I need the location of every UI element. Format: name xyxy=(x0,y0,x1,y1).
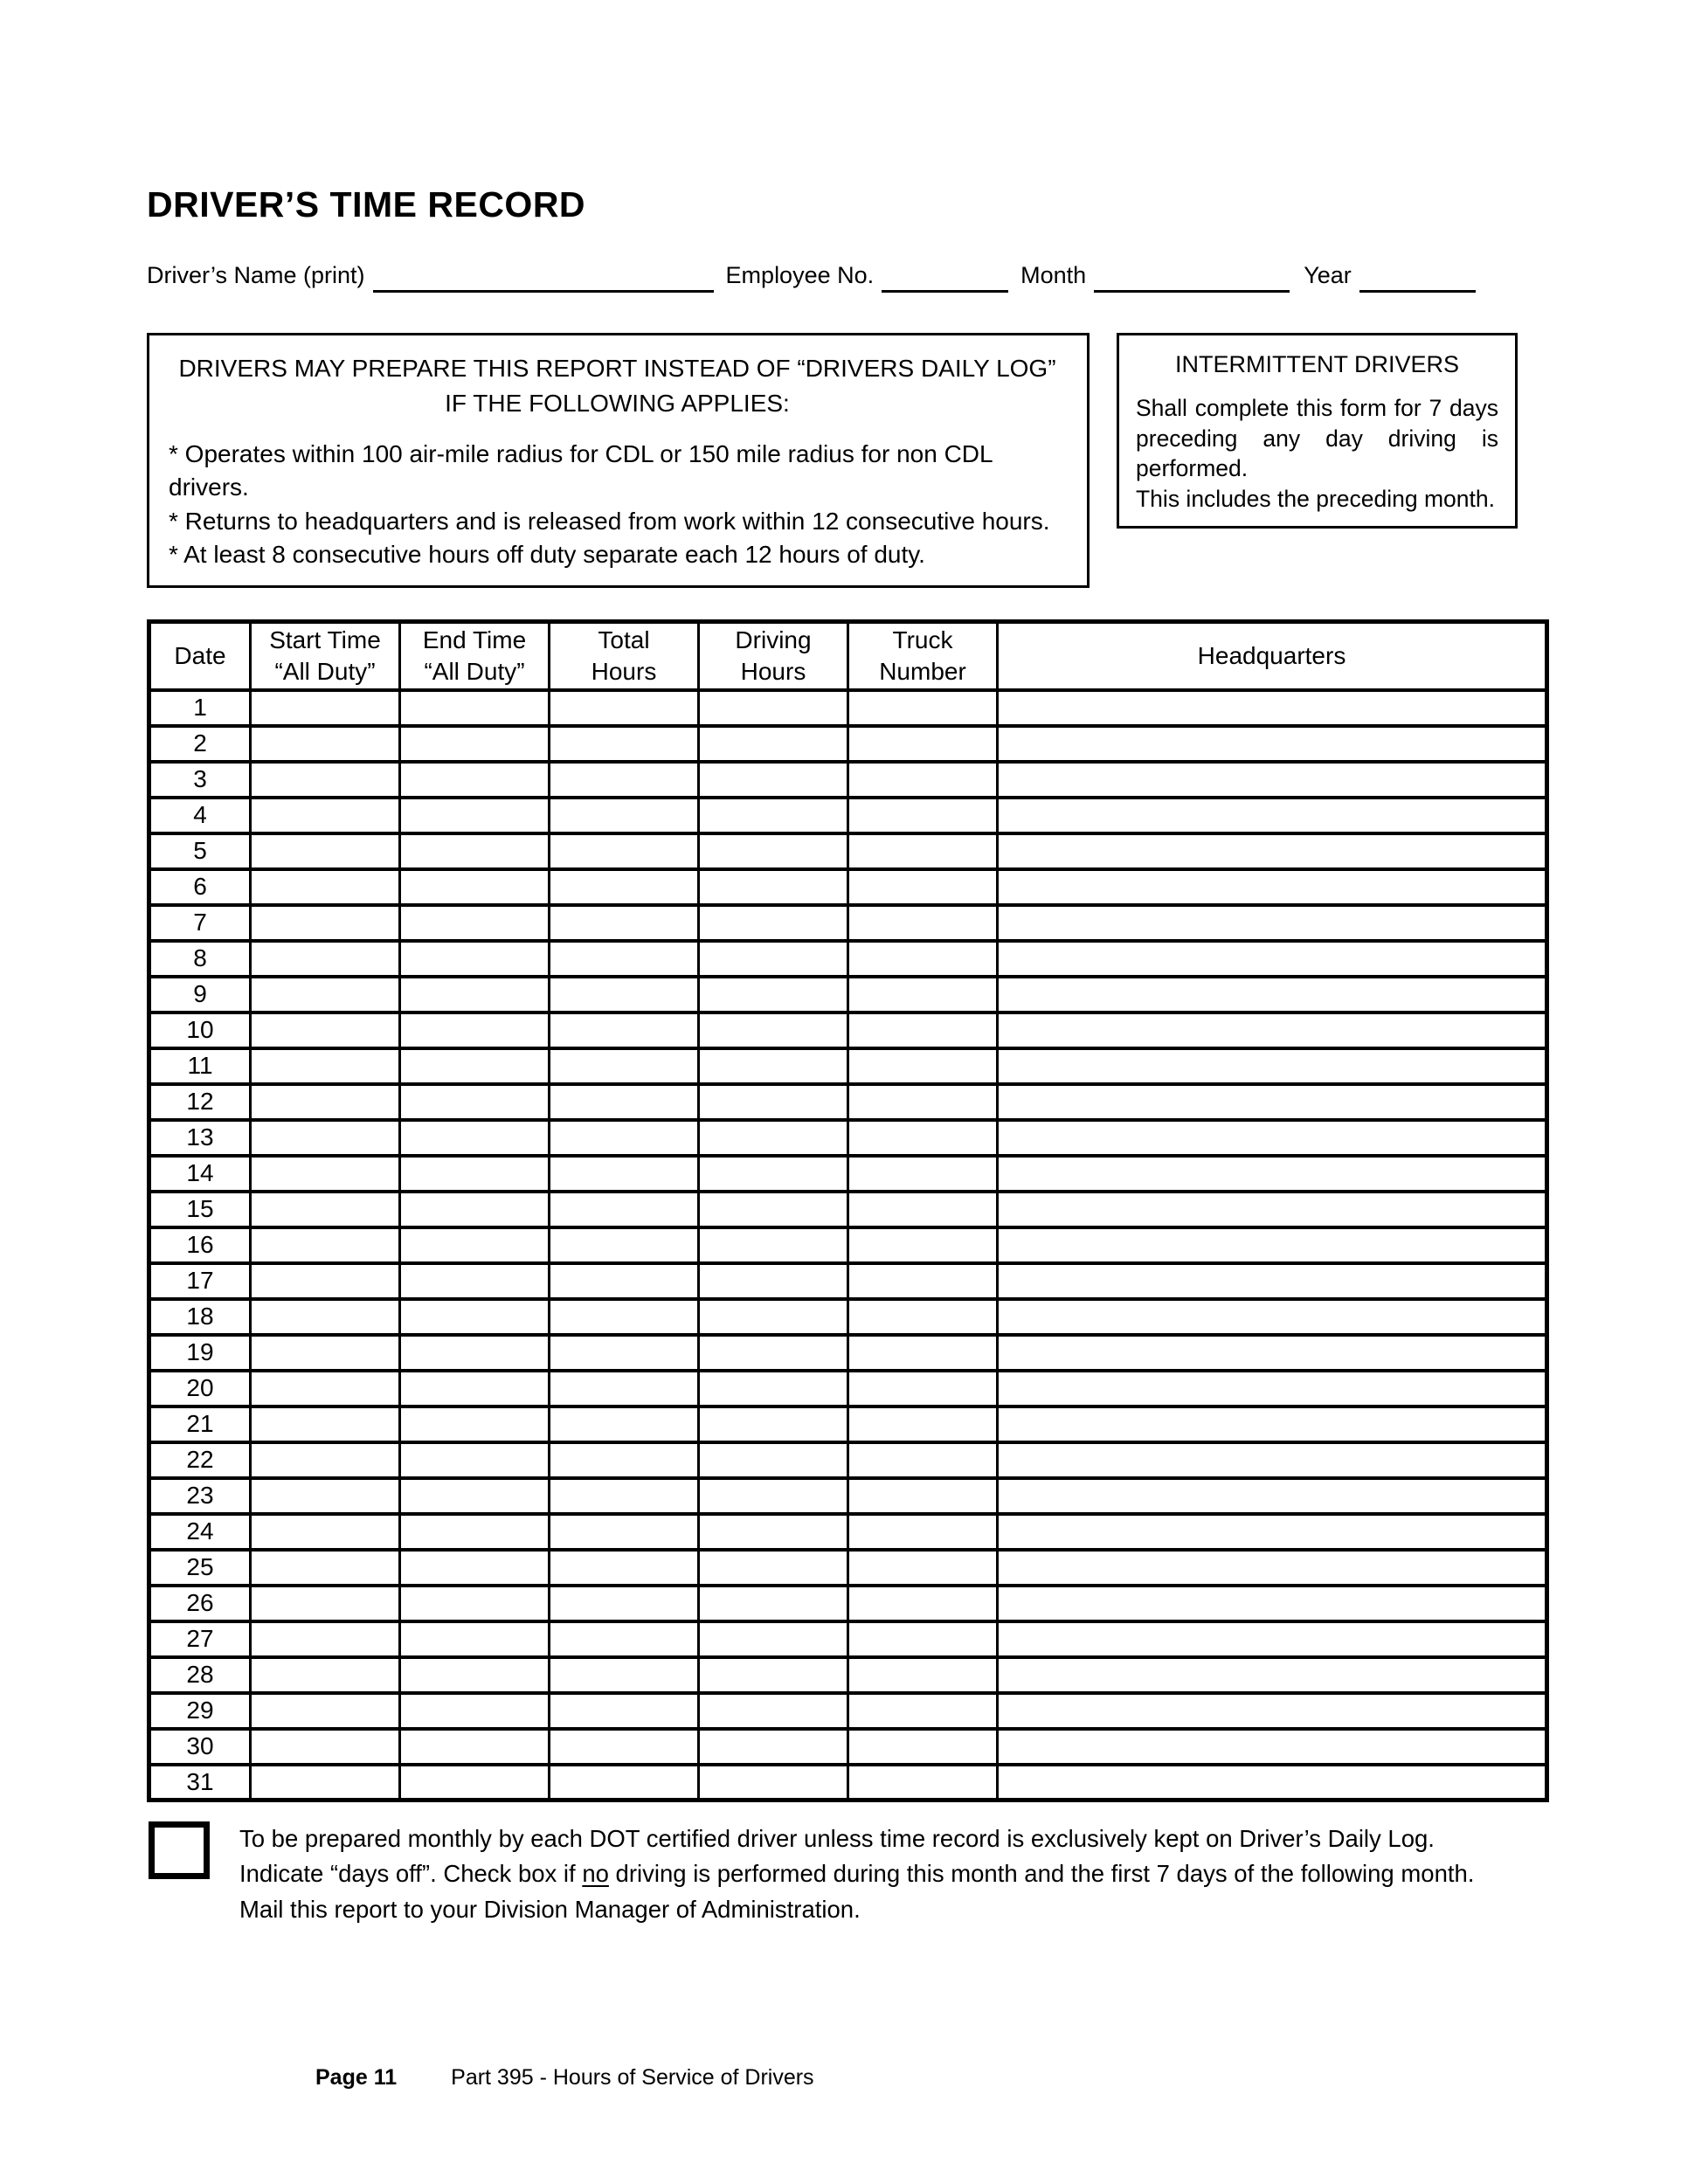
entry-cell-end-time[interactable] xyxy=(400,1514,550,1550)
entry-cell-start-time[interactable] xyxy=(251,1442,400,1478)
entry-cell-total-hours[interactable] xyxy=(550,690,699,726)
entry-cell-driving-hours[interactable] xyxy=(699,833,848,869)
date-cell: 6 xyxy=(149,869,251,905)
entry-cell-total-hours[interactable] xyxy=(550,869,699,905)
entry-cell-start-time[interactable] xyxy=(251,1192,400,1227)
entry-cell-truck-number[interactable] xyxy=(848,1478,998,1514)
entry-cell-driving-hours[interactable] xyxy=(699,1550,848,1586)
entry-cell-truck-number[interactable] xyxy=(848,1442,998,1478)
entry-cell-end-time[interactable] xyxy=(400,762,550,798)
entry-cell-driving-hours[interactable] xyxy=(699,798,848,833)
footnote-section xyxy=(147,1821,1545,1926)
entry-cell-headquarters[interactable] xyxy=(998,798,1547,833)
entry-cell-headquarters[interactable] xyxy=(998,1335,1547,1371)
entry-cell-total-hours[interactable] xyxy=(550,1156,699,1192)
entry-cell-truck-number[interactable] xyxy=(848,1371,998,1406)
entry-cell-end-time[interactable] xyxy=(400,798,550,833)
entry-cell-start-time[interactable] xyxy=(251,1657,400,1693)
entry-cell-total-hours[interactable] xyxy=(550,1729,699,1765)
table-row-day-1 xyxy=(149,690,1547,726)
entry-cell-total-hours[interactable] xyxy=(550,941,699,977)
page-footer xyxy=(147,2065,1545,2091)
table-row-day-10 xyxy=(149,1013,1547,1048)
table-row-day-9 xyxy=(149,977,1547,1013)
entry-cell-driving-hours[interactable] xyxy=(699,1586,848,1621)
entry-cell-driving-hours[interactable] xyxy=(699,1442,848,1478)
entry-cell-start-time[interactable] xyxy=(251,1299,400,1335)
intermittent-drivers-box xyxy=(1117,333,1518,529)
entry-cell-total-hours[interactable] xyxy=(550,1335,699,1371)
entry-cell-driving-hours[interactable] xyxy=(699,941,848,977)
table-row-day-8 xyxy=(149,941,1547,977)
entry-cell-end-time[interactable] xyxy=(400,1156,550,1192)
table-row-day-29 xyxy=(149,1693,1547,1729)
entry-cell-start-time[interactable] xyxy=(251,1335,400,1371)
entry-cell-end-time[interactable] xyxy=(400,869,550,905)
date-cell: 16 xyxy=(149,1227,251,1263)
date-cell: 9 xyxy=(149,977,251,1013)
date-cell: 22 xyxy=(149,1442,251,1478)
date-cell: 24 xyxy=(149,1514,251,1550)
date-cell: 12 xyxy=(149,1084,251,1120)
column-header-total-hours: Total Hours xyxy=(550,621,699,690)
entry-cell-total-hours[interactable] xyxy=(550,1084,699,1120)
entry-cell-headquarters[interactable] xyxy=(998,977,1547,1013)
date-cell: 18 xyxy=(149,1299,251,1335)
time-record-table xyxy=(147,619,1549,1803)
entry-cell-headquarters[interactable] xyxy=(998,1299,1547,1335)
table-row-day-25 xyxy=(149,1550,1547,1586)
table-row-day-11 xyxy=(149,1048,1547,1084)
entry-cell-driving-hours[interactable] xyxy=(699,905,848,941)
entry-cell-headquarters[interactable] xyxy=(998,1120,1547,1156)
entry-cell-end-time[interactable] xyxy=(400,1621,550,1657)
footnote-line2-before: Indicate “days off”. Check box if xyxy=(239,1860,583,1888)
entry-cell-start-time[interactable] xyxy=(251,1013,400,1048)
entry-cell-start-time[interactable] xyxy=(251,690,400,726)
entry-cell-end-time[interactable] xyxy=(400,1371,550,1406)
intermittent-note-text: This includes the preceding month. xyxy=(1136,485,1495,512)
eligibility-notice-box xyxy=(147,333,1090,588)
table-row-day-7 xyxy=(149,905,1547,941)
entry-cell-headquarters[interactable] xyxy=(998,726,1547,762)
footnote-line2-after: driving is performed during this month and the first 7 days of the following month. xyxy=(608,1860,1475,1888)
entry-cell-end-time[interactable] xyxy=(400,1120,550,1156)
footnote-line3: Mail this report to your Division Manager of Administration. xyxy=(239,1895,861,1923)
entry-cell-headquarters[interactable] xyxy=(998,1765,1547,1800)
date-cell: 11 xyxy=(149,1048,251,1084)
entry-cell-end-time[interactable] xyxy=(400,1729,550,1765)
entry-cell-total-hours[interactable] xyxy=(550,1299,699,1335)
entry-cell-driving-hours[interactable] xyxy=(699,1514,848,1550)
entry-cell-end-time[interactable] xyxy=(400,1478,550,1514)
entry-cell-truck-number[interactable] xyxy=(848,869,998,905)
entry-cell-headquarters[interactable] xyxy=(998,1371,1547,1406)
date-cell: 13 xyxy=(149,1120,251,1156)
entry-cell-headquarters[interactable] xyxy=(998,1192,1547,1227)
entry-cell-start-time[interactable] xyxy=(251,1586,400,1621)
footnote-line1: To be prepared monthly by each DOT certified driver unless time record is exclusively kept on Driver’s Daily Log. xyxy=(239,1825,1435,1853)
table-row-day-4 xyxy=(149,798,1547,833)
entry-cell-end-time[interactable] xyxy=(400,1335,550,1371)
entry-cell-total-hours[interactable] xyxy=(550,1478,699,1514)
entry-cell-truck-number[interactable] xyxy=(848,1621,998,1657)
entry-cell-total-hours[interactable] xyxy=(550,1048,699,1084)
entry-cell-start-time[interactable] xyxy=(251,1406,400,1442)
date-cell: 25 xyxy=(149,1550,251,1586)
entry-cell-headquarters[interactable] xyxy=(998,762,1547,798)
entry-cell-total-hours[interactable] xyxy=(550,1514,699,1550)
table-row-day-27 xyxy=(149,1621,1547,1657)
entry-cell-start-time[interactable] xyxy=(251,1514,400,1550)
employee-no-field[interactable] xyxy=(882,264,1008,293)
entry-cell-driving-hours[interactable] xyxy=(699,1192,848,1227)
entry-cell-driving-hours[interactable] xyxy=(699,977,848,1013)
entry-cell-headquarters[interactable] xyxy=(998,1084,1547,1120)
entry-cell-end-time[interactable] xyxy=(400,690,550,726)
date-cell: 27 xyxy=(149,1621,251,1657)
table-row-day-15 xyxy=(149,1192,1547,1227)
date-cell: 1 xyxy=(149,690,251,726)
entry-cell-start-time[interactable] xyxy=(251,1371,400,1406)
entry-cell-headquarters[interactable] xyxy=(998,1550,1547,1586)
entry-cell-headquarters[interactable] xyxy=(998,869,1547,905)
entry-cell-headquarters[interactable] xyxy=(998,1514,1547,1550)
employee-no-label: Employee No. xyxy=(725,261,875,288)
entry-cell-driving-hours[interactable] xyxy=(699,1406,848,1442)
entry-cell-start-time[interactable] xyxy=(251,1765,400,1800)
entry-cell-start-time[interactable] xyxy=(251,833,400,869)
entry-cell-total-hours[interactable] xyxy=(550,1586,699,1621)
entry-cell-truck-number[interactable] xyxy=(848,726,998,762)
entry-cell-truck-number[interactable] xyxy=(848,941,998,977)
entry-cell-truck-number[interactable] xyxy=(848,762,998,798)
eligibility-bullet: * Operates within 100 air-mile radius for CDL or 150 mile radius for non CDL drivers. xyxy=(169,440,993,501)
year-field[interactable] xyxy=(1359,264,1476,293)
entry-cell-headquarters[interactable] xyxy=(998,690,1547,726)
column-header-truck-number: Truck Number xyxy=(848,621,998,690)
footnote-line2-underlined: no xyxy=(582,1860,609,1888)
table-body xyxy=(149,690,1547,1800)
eligibility-heading-line1: DRIVERS MAY PREPARE THIS REPORT INSTEAD OF “DRIVERS DAILY LOG” xyxy=(178,354,1056,382)
date-cell: 3 xyxy=(149,762,251,798)
entry-cell-total-hours[interactable] xyxy=(550,1013,699,1048)
entry-cell-driving-hours[interactable] xyxy=(699,1729,848,1765)
entry-cell-total-hours[interactable] xyxy=(550,1192,699,1227)
table-row-day-31 xyxy=(149,1765,1547,1800)
entry-cell-headquarters[interactable] xyxy=(998,905,1547,941)
entry-cell-start-time[interactable] xyxy=(251,1478,400,1514)
entry-cell-start-time[interactable] xyxy=(251,1550,400,1586)
entry-cell-start-time[interactable] xyxy=(251,1693,400,1729)
entry-cell-start-time[interactable] xyxy=(251,798,400,833)
entry-cell-total-hours[interactable] xyxy=(550,1621,699,1657)
entry-cell-start-time[interactable] xyxy=(251,762,400,798)
entry-cell-start-time[interactable] xyxy=(251,1048,400,1084)
entry-cell-driving-hours[interactable] xyxy=(699,1263,848,1299)
date-cell: 26 xyxy=(149,1586,251,1621)
identification-line xyxy=(147,262,1545,293)
date-cell: 8 xyxy=(149,941,251,977)
table-row-day-12 xyxy=(149,1084,1547,1120)
date-cell: 29 xyxy=(149,1693,251,1729)
entry-cell-driving-hours[interactable] xyxy=(699,1227,848,1263)
entry-cell-truck-number[interactable] xyxy=(848,1263,998,1299)
entry-cell-headquarters[interactable] xyxy=(998,1586,1547,1621)
entry-cell-end-time[interactable] xyxy=(400,1657,550,1693)
entry-cell-driving-hours[interactable] xyxy=(699,1084,848,1120)
entry-cell-truck-number[interactable] xyxy=(848,1335,998,1371)
eligibility-bullet-list xyxy=(169,438,1066,570)
entry-cell-total-hours[interactable] xyxy=(550,1550,699,1586)
entry-cell-truck-number[interactable] xyxy=(848,1550,998,1586)
entry-cell-truck-number[interactable] xyxy=(848,1227,998,1263)
table-header-row xyxy=(149,621,1547,690)
entry-cell-headquarters[interactable] xyxy=(998,1013,1547,1048)
entry-cell-truck-number[interactable] xyxy=(848,1693,998,1729)
date-cell: 4 xyxy=(149,798,251,833)
entry-cell-headquarters[interactable] xyxy=(998,1729,1547,1765)
entry-cell-truck-number[interactable] xyxy=(848,1048,998,1084)
date-cell: 30 xyxy=(149,1729,251,1765)
year-label: Year xyxy=(1304,261,1352,288)
entry-cell-total-hours[interactable] xyxy=(550,1371,699,1406)
table-row-day-13 xyxy=(149,1120,1547,1156)
entry-cell-truck-number[interactable] xyxy=(848,1120,998,1156)
eligibility-bullet: * At least 8 consecutive hours off duty separate each 12 hours of duty. xyxy=(169,540,925,568)
date-cell: 20 xyxy=(149,1371,251,1406)
entry-cell-end-time[interactable] xyxy=(400,1048,550,1084)
entry-cell-truck-number[interactable] xyxy=(848,977,998,1013)
entry-cell-headquarters[interactable] xyxy=(998,1442,1547,1478)
date-cell: 15 xyxy=(149,1192,251,1227)
entry-cell-end-time[interactable] xyxy=(400,1084,550,1120)
table-row-day-28 xyxy=(149,1657,1547,1693)
entry-cell-total-hours[interactable] xyxy=(550,1263,699,1299)
entry-cell-end-time[interactable] xyxy=(400,1263,550,1299)
entry-cell-headquarters[interactable] xyxy=(998,1693,1547,1729)
eligibility-heading xyxy=(169,351,1066,421)
entry-cell-start-time[interactable] xyxy=(251,1227,400,1263)
entry-cell-driving-hours[interactable] xyxy=(699,1478,848,1514)
eligibility-heading-line2: IF THE FOLLOWING APPLIES: xyxy=(445,389,790,417)
entry-cell-driving-hours[interactable] xyxy=(699,690,848,726)
entry-cell-end-time[interactable] xyxy=(400,1693,550,1729)
entry-cell-truck-number[interactable] xyxy=(848,1765,998,1800)
entry-cell-truck-number[interactable] xyxy=(848,1514,998,1550)
driver-name-label: Driver’s Name (print) xyxy=(147,261,365,288)
entry-cell-total-hours[interactable] xyxy=(550,1406,699,1442)
entry-cell-truck-number[interactable] xyxy=(848,1156,998,1192)
entry-cell-driving-hours[interactable] xyxy=(699,762,848,798)
date-cell: 21 xyxy=(149,1406,251,1442)
table-row-day-6 xyxy=(149,869,1547,905)
intermittent-heading: INTERMITTENT DRIVERS xyxy=(1174,350,1459,377)
column-header-driving-hours: Driving Hours xyxy=(699,621,848,690)
table-row-day-14 xyxy=(149,1156,1547,1192)
date-cell: 23 xyxy=(149,1478,251,1514)
table-row-day-26 xyxy=(149,1586,1547,1621)
entry-cell-start-time[interactable] xyxy=(251,1120,400,1156)
entry-cell-truck-number[interactable] xyxy=(848,1586,998,1621)
entry-cell-truck-number[interactable] xyxy=(848,905,998,941)
date-cell: 28 xyxy=(149,1657,251,1693)
table-row-day-19 xyxy=(149,1335,1547,1371)
date-cell: 14 xyxy=(149,1156,251,1192)
entry-cell-total-hours[interactable] xyxy=(550,1693,699,1729)
entry-cell-total-hours[interactable] xyxy=(550,905,699,941)
entry-cell-truck-number[interactable] xyxy=(848,798,998,833)
table-row-day-23 xyxy=(149,1478,1547,1514)
entry-cell-total-hours[interactable] xyxy=(550,1765,699,1800)
table-row-day-16 xyxy=(149,1227,1547,1263)
entry-cell-end-time[interactable] xyxy=(400,1442,550,1478)
entry-cell-start-time[interactable] xyxy=(251,726,400,762)
notice-boxes xyxy=(147,333,1545,588)
entry-cell-headquarters[interactable] xyxy=(998,1657,1547,1693)
footnote-text xyxy=(239,1821,1474,1926)
entry-cell-truck-number[interactable] xyxy=(848,1406,998,1442)
table-row-day-5 xyxy=(149,833,1547,869)
entry-cell-start-time[interactable] xyxy=(251,977,400,1013)
entry-cell-headquarters[interactable] xyxy=(998,1263,1547,1299)
date-cell: 31 xyxy=(149,1765,251,1800)
column-header-start-time: Start Time “All Duty” xyxy=(251,621,400,690)
entry-cell-end-time[interactable] xyxy=(400,1299,550,1335)
entry-cell-driving-hours[interactable] xyxy=(699,1048,848,1084)
entry-cell-end-time[interactable] xyxy=(400,977,550,1013)
footer-page-number: Page 11 xyxy=(315,2064,398,2090)
date-cell: 19 xyxy=(149,1335,251,1371)
month-label: Month xyxy=(1020,261,1087,288)
entry-cell-driving-hours[interactable] xyxy=(699,1299,848,1335)
entry-cell-total-hours[interactable] xyxy=(550,762,699,798)
entry-cell-end-time[interactable] xyxy=(400,726,550,762)
entry-cell-driving-hours[interactable] xyxy=(699,1657,848,1693)
entry-cell-start-time[interactable] xyxy=(251,1621,400,1657)
entry-cell-end-time[interactable] xyxy=(400,833,550,869)
table-row-day-17 xyxy=(149,1263,1547,1299)
entry-cell-start-time[interactable] xyxy=(251,1156,400,1192)
entry-cell-headquarters[interactable] xyxy=(998,1156,1547,1192)
entry-cell-driving-hours[interactable] xyxy=(699,1120,848,1156)
table-row-day-22 xyxy=(149,1442,1547,1478)
entry-cell-start-time[interactable] xyxy=(251,1084,400,1120)
entry-cell-driving-hours[interactable] xyxy=(699,1013,848,1048)
driver-name-field[interactable] xyxy=(373,264,714,293)
date-cell: 5 xyxy=(149,833,251,869)
entry-cell-driving-hours[interactable] xyxy=(699,1335,848,1371)
entry-cell-truck-number[interactable] xyxy=(848,1657,998,1693)
entry-cell-end-time[interactable] xyxy=(400,1586,550,1621)
entry-cell-start-time[interactable] xyxy=(251,1729,400,1765)
entry-cell-headquarters[interactable] xyxy=(998,1406,1547,1442)
entry-cell-headquarters[interactable] xyxy=(998,1227,1547,1263)
entry-cell-start-time[interactable] xyxy=(251,869,400,905)
entry-cell-driving-hours[interactable] xyxy=(699,1693,848,1729)
footer-section-label: Part 395 - Hours of Service of Drivers xyxy=(451,2064,814,2090)
column-header-end-time: End Time “All Duty” xyxy=(400,621,550,690)
entry-cell-end-time[interactable] xyxy=(400,941,550,977)
table-row-day-2 xyxy=(149,726,1547,762)
table-row-day-3 xyxy=(149,762,1547,798)
entry-cell-end-time[interactable] xyxy=(400,1550,550,1586)
entry-cell-headquarters[interactable] xyxy=(998,1048,1547,1084)
entry-cell-start-time[interactable] xyxy=(251,1263,400,1299)
entry-cell-total-hours[interactable] xyxy=(550,798,699,833)
table-row-day-24 xyxy=(149,1514,1547,1550)
entry-cell-truck-number[interactable] xyxy=(848,1729,998,1765)
eligibility-bullet: * Returns to headquarters and is released from work within 12 consecutive hours. xyxy=(169,507,1050,535)
entry-cell-total-hours[interactable] xyxy=(550,726,699,762)
entry-cell-end-time[interactable] xyxy=(400,1013,550,1048)
date-cell: 7 xyxy=(149,905,251,941)
entry-cell-end-time[interactable] xyxy=(400,1406,550,1442)
entry-cell-truck-number[interactable] xyxy=(848,1192,998,1227)
entry-cell-end-time[interactable] xyxy=(400,1227,550,1263)
entry-cell-total-hours[interactable] xyxy=(550,1442,699,1478)
date-cell: 10 xyxy=(149,1013,251,1048)
month-field[interactable] xyxy=(1094,264,1290,293)
entry-cell-truck-number[interactable] xyxy=(848,690,998,726)
entry-cell-truck-number[interactable] xyxy=(848,1013,998,1048)
entry-cell-start-time[interactable] xyxy=(251,905,400,941)
entry-cell-headquarters[interactable] xyxy=(998,1478,1547,1514)
entry-cell-driving-hours[interactable] xyxy=(699,869,848,905)
date-cell: 17 xyxy=(149,1263,251,1299)
entry-cell-start-time[interactable] xyxy=(251,941,400,977)
entry-cell-total-hours[interactable] xyxy=(550,977,699,1013)
entry-cell-truck-number[interactable] xyxy=(848,833,998,869)
entry-cell-end-time[interactable] xyxy=(400,1192,550,1227)
intermittent-body-text: Shall complete this form for 7 days preceding any day driving is performed. xyxy=(1136,395,1498,482)
entry-cell-headquarters[interactable] xyxy=(998,833,1547,869)
table-row-day-30 xyxy=(149,1729,1547,1765)
entry-cell-end-time[interactable] xyxy=(400,905,550,941)
date-cell: 2 xyxy=(149,726,251,762)
table-row-day-18 xyxy=(149,1299,1547,1335)
column-header-date: Date xyxy=(149,621,251,690)
table-row-day-20 xyxy=(149,1371,1547,1406)
entry-cell-headquarters[interactable] xyxy=(998,1621,1547,1657)
entry-cell-driving-hours[interactable] xyxy=(699,1621,848,1657)
entry-cell-total-hours[interactable] xyxy=(550,1120,699,1156)
entry-cell-driving-hours[interactable] xyxy=(699,1371,848,1406)
entry-cell-total-hours[interactable] xyxy=(550,1657,699,1693)
entry-cell-truck-number[interactable] xyxy=(848,1084,998,1120)
entry-cell-end-time[interactable] xyxy=(400,1765,550,1800)
entry-cell-headquarters[interactable] xyxy=(998,941,1547,977)
entry-cell-driving-hours[interactable] xyxy=(699,1156,848,1192)
entry-cell-driving-hours[interactable] xyxy=(699,1765,848,1800)
table-row-day-21 xyxy=(149,1406,1547,1442)
entry-cell-total-hours[interactable] xyxy=(550,833,699,869)
entry-cell-total-hours[interactable] xyxy=(550,1227,699,1263)
entry-cell-driving-hours[interactable] xyxy=(699,726,848,762)
column-header-headquarters: Headquarters xyxy=(998,621,1547,690)
no-driving-checkbox[interactable] xyxy=(149,1821,210,1879)
page-title: DRIVER’S TIME RECORD xyxy=(147,184,586,225)
entry-cell-truck-number[interactable] xyxy=(848,1299,998,1335)
